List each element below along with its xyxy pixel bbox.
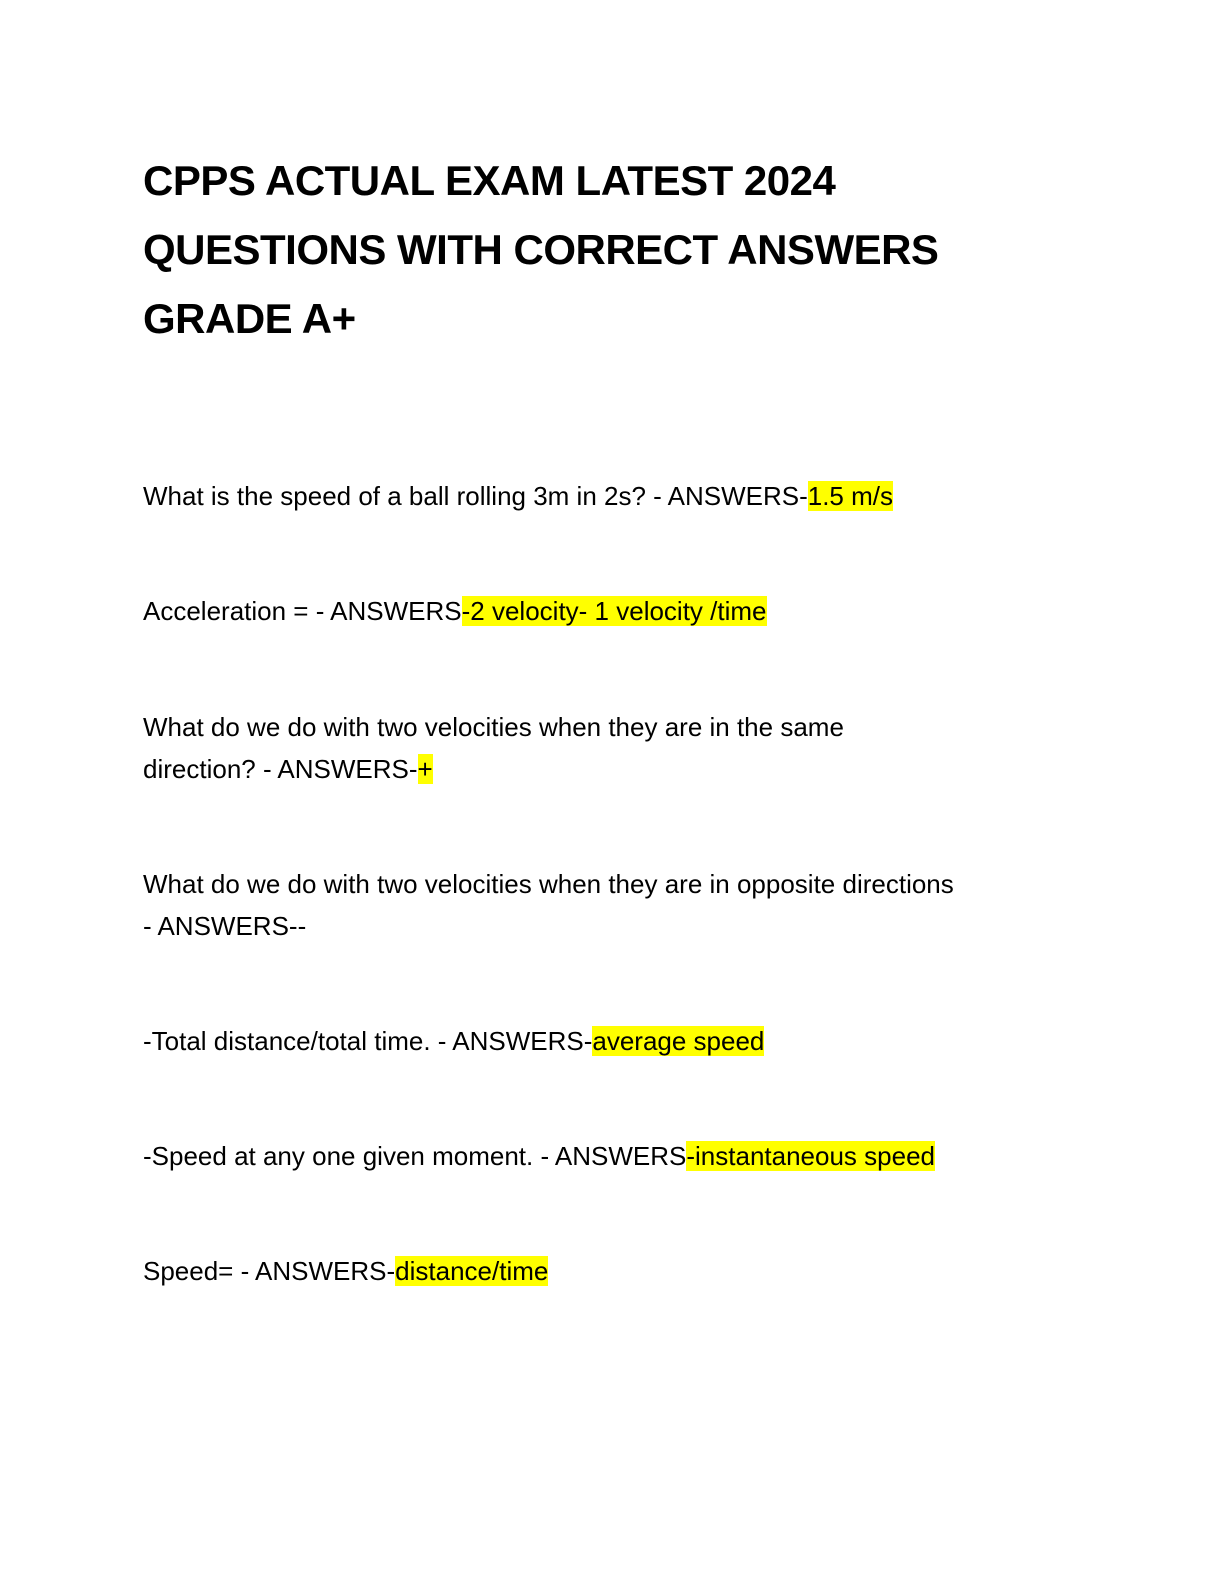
qa-item-1 [143, 475, 1093, 517]
answer-highlight: distance/time [395, 1256, 549, 1286]
answer-highlight: 1.5 m/s [807, 481, 893, 511]
question-text: direction? - ANSWERS- [143, 754, 418, 784]
question-text: What do we do with two velocities when they are in the same [143, 712, 844, 742]
qa-item-6 [143, 1135, 1093, 1177]
question-text: -Speed at any one given moment. - ANSWERS [143, 1141, 687, 1171]
question-text: -Total distance/total time. - ANSWERS- [143, 1026, 593, 1056]
question-text: Speed= - ANSWERS- [143, 1256, 396, 1286]
question-text: What do we do with two velocities when they are in opposite directions [143, 869, 954, 899]
qa-item-4 [143, 863, 1093, 947]
qa-item-7 [143, 1250, 1093, 1292]
answer-highlight: -instantaneous speed [686, 1141, 935, 1171]
title-line: GRADE A+ [143, 295, 356, 342]
answer-highlight: -2 velocity- 1 velocity /time [461, 596, 767, 626]
title-line: CPPS ACTUAL EXAM LATEST 2024 [143, 157, 836, 204]
answer-highlight: + [417, 754, 433, 784]
question-text: What is the speed of a ball rolling 3m in 2s? - ANSWERS- [143, 481, 808, 511]
answer-highlight: average speed [592, 1026, 765, 1056]
title-line: QUESTIONS WITH CORRECT ANSWERS [143, 226, 939, 273]
question-text: Acceleration = - ANSWERS [143, 596, 462, 626]
qa-item-3 [143, 706, 1093, 790]
question-text: - ANSWERS-- [143, 911, 307, 941]
qa-item-5 [143, 1020, 1093, 1062]
qa-item-2 [143, 590, 1093, 632]
document-title [143, 146, 1103, 353]
